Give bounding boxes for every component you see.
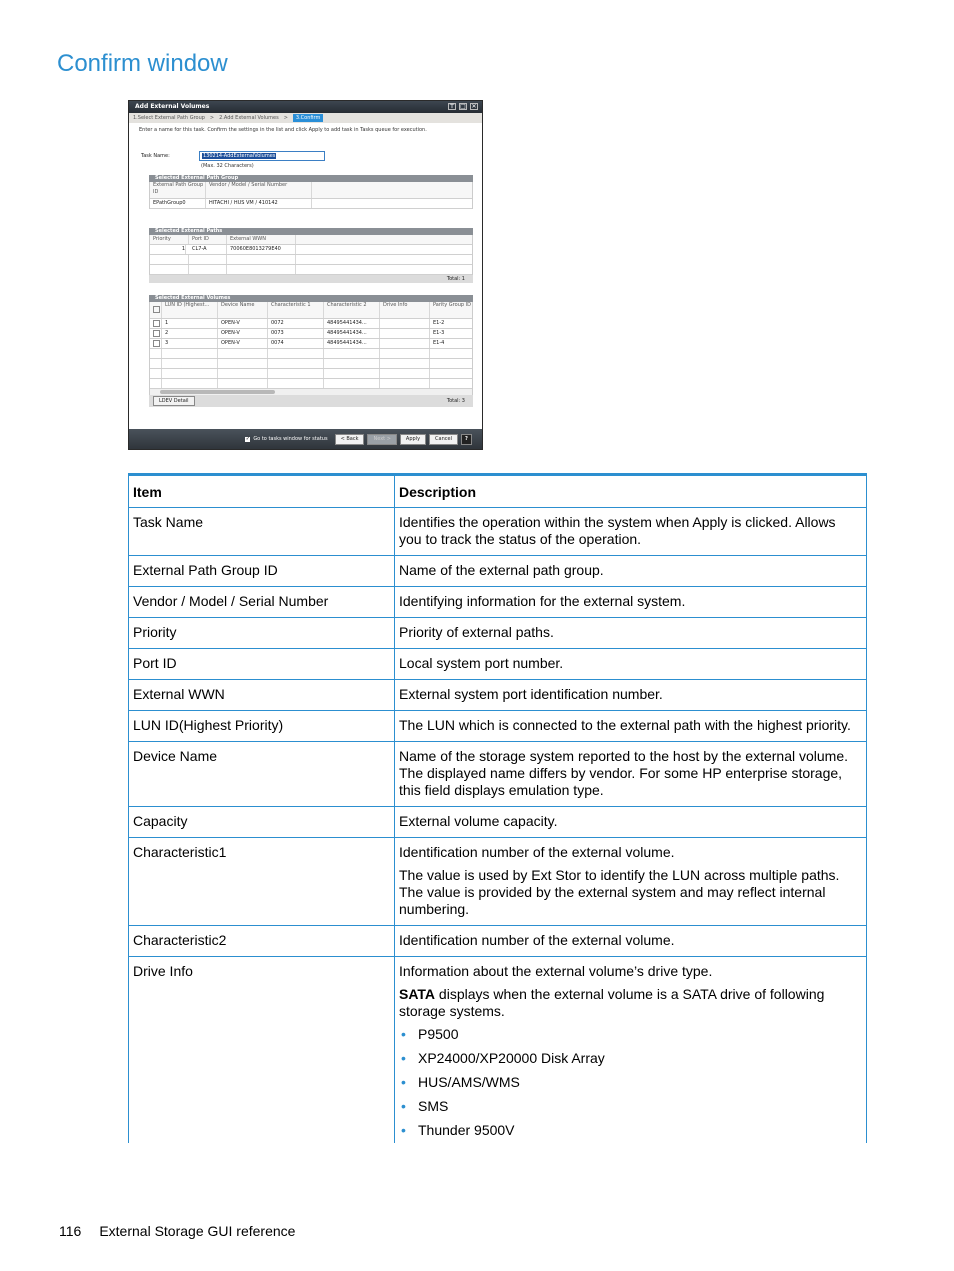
description-text: External system port identification number. bbox=[399, 686, 663, 702]
step-separator: > bbox=[283, 115, 288, 121]
dialog-body bbox=[129, 123, 482, 429]
description-cell bbox=[395, 838, 867, 926]
item-cell: Priority bbox=[129, 618, 395, 649]
go-to-tasks-checkbox[interactable] bbox=[245, 436, 327, 442]
cell: 48495441434... bbox=[324, 339, 380, 348]
column-header: Priority bbox=[150, 235, 189, 244]
item-cell: Drive Info bbox=[129, 957, 395, 1144]
volumes-footer bbox=[149, 395, 473, 407]
cell: CL7-A bbox=[189, 245, 227, 254]
cell bbox=[380, 339, 430, 348]
description-text: Local system port number. bbox=[399, 655, 564, 671]
step-2: 2.Add External Volumes bbox=[219, 115, 279, 121]
next-button[interactable]: Next > bbox=[367, 434, 396, 445]
description-text: Information about the external volume’s drive type. bbox=[399, 963, 713, 979]
table-row bbox=[129, 649, 867, 680]
description-cell bbox=[395, 807, 867, 838]
description-cell bbox=[395, 508, 867, 556]
description-cell bbox=[395, 711, 867, 742]
description-cell bbox=[395, 926, 867, 957]
description-text: The value is used by Ext Stor to identify the LUN across multiple paths. The value is provided by the external system and may reflect internal numbering. bbox=[399, 867, 840, 917]
description-text bbox=[399, 986, 862, 1020]
task-name-max: (Max. 32 Characters) bbox=[201, 163, 254, 169]
description-cell bbox=[395, 680, 867, 711]
item-cell: Characteristic2 bbox=[129, 926, 395, 957]
table-row[interactable] bbox=[150, 319, 472, 329]
section-heading: Selected External Paths bbox=[149, 228, 473, 235]
back-button[interactable]: < Back bbox=[335, 434, 365, 445]
path-group-section bbox=[149, 175, 473, 209]
table-row[interactable] bbox=[150, 339, 472, 349]
cell: 3 bbox=[162, 339, 218, 348]
table-row bbox=[129, 742, 867, 807]
external-paths-section bbox=[149, 228, 473, 283]
cell: OPEN-V bbox=[218, 319, 268, 328]
column-header: Vendor / Model / Serial Number bbox=[206, 182, 312, 198]
page-number: 116 bbox=[59, 1223, 82, 1239]
table-row bbox=[129, 618, 867, 649]
item-cell: External WWN bbox=[129, 680, 395, 711]
cell: OPEN-V bbox=[218, 339, 268, 348]
table-header-row bbox=[129, 475, 867, 508]
task-name-input[interactable] bbox=[199, 151, 325, 161]
external-volumes-section bbox=[149, 295, 473, 407]
table-row bbox=[129, 711, 867, 742]
section-heading: Selected External Path Group bbox=[149, 175, 473, 182]
cell: E1-4 bbox=[433, 340, 445, 346]
cell: E1-2 bbox=[433, 320, 445, 326]
cell: HITACHI / HUS VM / 410142 bbox=[206, 199, 312, 208]
cell: E1-3 bbox=[433, 330, 445, 336]
table-row bbox=[129, 807, 867, 838]
select-all-checkbox[interactable] bbox=[153, 306, 160, 313]
section-heading: Selected External Volumes bbox=[149, 295, 473, 302]
cell: OPEN-V bbox=[218, 329, 268, 338]
dialog-footer bbox=[129, 429, 482, 449]
cell: 1 bbox=[150, 245, 186, 254]
list-item: • SMS bbox=[399, 1098, 862, 1115]
description-text: External volume capacity. bbox=[399, 813, 558, 829]
description-text: Identifying information for the external system. bbox=[399, 593, 686, 609]
row-checkbox[interactable] bbox=[153, 340, 160, 347]
description-text: Name of the external path group. bbox=[399, 562, 604, 578]
checkmark-icon: ✓ bbox=[245, 436, 250, 442]
column-header: Characteristic 1 bbox=[268, 302, 324, 318]
column-header-item: Item bbox=[129, 475, 395, 508]
add-external-volumes-dialog bbox=[128, 100, 483, 450]
paths-total: Total: 1 bbox=[149, 275, 473, 283]
dialog-title-bar bbox=[129, 101, 482, 113]
volumes-total: Total: 3 bbox=[446, 398, 465, 404]
item-cell: LUN ID(Highest Priority) bbox=[129, 711, 395, 742]
list-item: • P9500 bbox=[399, 1026, 862, 1043]
description-text: Priority of external paths. bbox=[399, 624, 554, 640]
cell: EPathGroup0 bbox=[150, 199, 206, 208]
description-text: Identification number of the external volume. bbox=[399, 932, 675, 948]
description-cell bbox=[395, 957, 867, 1144]
table-row bbox=[129, 838, 867, 926]
reference-table bbox=[128, 473, 867, 1143]
table-row bbox=[129, 556, 867, 587]
cell: 0073 bbox=[268, 329, 324, 338]
help-button[interactable]: ? bbox=[461, 434, 472, 445]
sata-text: displays when the external volume is a SATA drive of following storage systems. bbox=[399, 986, 825, 1019]
cell: 0074 bbox=[268, 339, 324, 348]
table-row bbox=[129, 587, 867, 618]
item-cell: Characteristic1 bbox=[129, 838, 395, 926]
table-row bbox=[129, 508, 867, 556]
item-cell: Port ID bbox=[129, 649, 395, 680]
table-row bbox=[129, 680, 867, 711]
cell bbox=[380, 329, 430, 338]
task-name-value: 130214-AddExternalVolumes bbox=[203, 153, 276, 159]
row-checkbox[interactable] bbox=[153, 320, 160, 327]
page-title: Confirm window bbox=[57, 50, 228, 77]
column-header: External WWN bbox=[227, 235, 296, 244]
page-footer bbox=[59, 1223, 295, 1239]
apply-button[interactable]: Apply bbox=[400, 434, 426, 445]
pin-icon[interactable]: ⊤ bbox=[449, 103, 455, 110]
table-row[interactable] bbox=[150, 329, 472, 339]
storage-system-list bbox=[399, 1026, 862, 1139]
description-cell bbox=[395, 742, 867, 807]
table-row bbox=[129, 926, 867, 957]
cell: 48495441434... bbox=[324, 319, 380, 328]
item-cell: Device Name bbox=[129, 742, 395, 807]
column-header-description: Description bbox=[395, 475, 867, 508]
list-item: • XP24000/XP20000 Disk Array bbox=[399, 1050, 862, 1067]
description-text: Name of the storage system reported to the host by the external volume. The displayed name differs by vendor. For some HP enterprise storage, this field displays emulation type. bbox=[399, 748, 849, 798]
cell: 70060E8013279E40 bbox=[227, 245, 296, 254]
description-text: Identification number of the external volume. bbox=[399, 844, 675, 860]
cell: 1 bbox=[162, 319, 218, 328]
description-cell bbox=[395, 618, 867, 649]
description-text: The LUN which is connected to the external path with the highest priority. bbox=[399, 717, 851, 733]
item-cell: Task Name bbox=[129, 508, 395, 556]
task-name-label: Task Name: bbox=[141, 153, 170, 159]
step-separator: > bbox=[209, 115, 215, 121]
column-header: Drive Info bbox=[380, 302, 430, 318]
cell: 48495441434... bbox=[324, 329, 380, 338]
column-header: LUN ID (Highest... bbox=[162, 302, 218, 318]
description-text: Identifies the operation within the system when Apply is clicked. Allows you to track the status of the operation. bbox=[399, 514, 836, 547]
cell: 2 bbox=[162, 329, 218, 338]
dialog-instruction: Enter a name for this task. Confirm the settings in the list and click Apply to add task in Tasks queue for execution. bbox=[139, 127, 427, 133]
scrollbar-thumb[interactable] bbox=[160, 390, 275, 394]
checkbox-label: Go to tasks window for status bbox=[253, 436, 328, 442]
table-row[interactable] bbox=[150, 199, 472, 209]
maximize-icon[interactable]: □ bbox=[460, 103, 466, 110]
close-icon[interactable]: ✕ bbox=[471, 103, 477, 110]
step-1: 1.Select External Path Group bbox=[133, 115, 205, 121]
description-cell bbox=[395, 587, 867, 618]
step-3-active: 3.Confirm bbox=[293, 114, 323, 122]
item-cell: Vendor / Model / Serial Number bbox=[129, 587, 395, 618]
column-header: Port ID bbox=[189, 235, 227, 244]
cell: 0072 bbox=[268, 319, 324, 328]
row-checkbox[interactable] bbox=[153, 330, 160, 337]
column-header: External Path Group ID bbox=[150, 182, 206, 198]
list-item: • HUS/AMS/WMS bbox=[399, 1074, 862, 1091]
item-cell: Capacity bbox=[129, 807, 395, 838]
dialog-title: Add External Volumes bbox=[135, 103, 210, 110]
description-cell bbox=[395, 556, 867, 587]
column-header: Parity Group ID bbox=[433, 302, 471, 308]
column-header: Characteristic 2 bbox=[324, 302, 380, 318]
sata-keyword: SATA bbox=[399, 986, 436, 1002]
ldev-detail-button[interactable]: LDEV Detail bbox=[153, 396, 195, 406]
cell bbox=[380, 319, 430, 328]
table-row bbox=[129, 957, 867, 1144]
item-cell: External Path Group ID bbox=[129, 556, 395, 587]
column-header: Device Name bbox=[218, 302, 268, 318]
table-row[interactable] bbox=[150, 245, 472, 255]
footer-section: External Storage GUI reference bbox=[99, 1223, 296, 1239]
list-item: • Thunder 9500V bbox=[399, 1122, 862, 1139]
cancel-button[interactable]: Cancel bbox=[429, 434, 458, 445]
description-cell bbox=[395, 649, 867, 680]
